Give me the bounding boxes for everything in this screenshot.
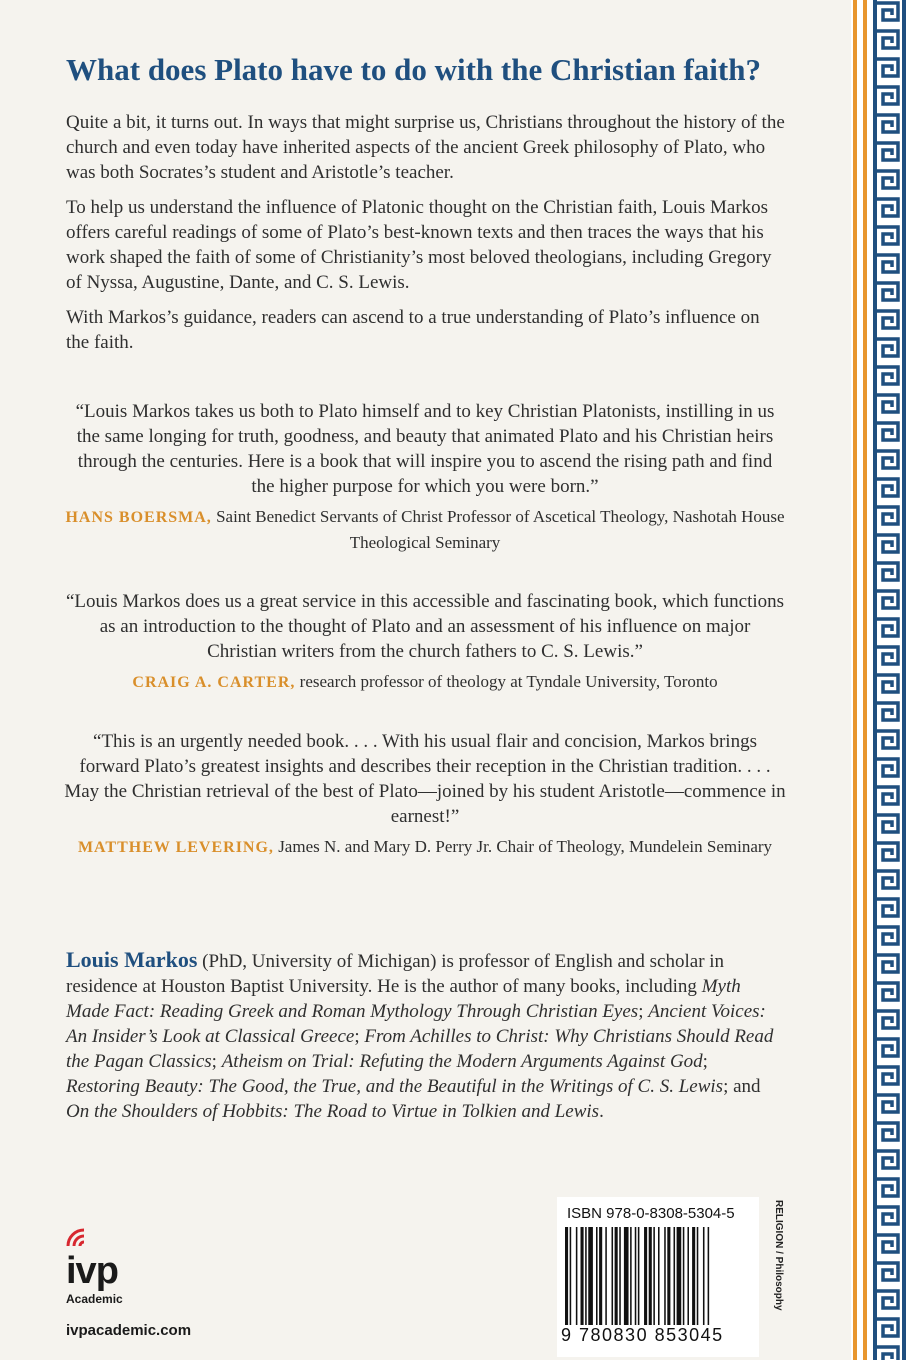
endorser-name: MATTHEW LEVERING,: [77, 839, 274, 856]
book-title: On the Shoulders of Hobbits: The Road to Virtue in Tolkien and Lewis: [66, 1101, 600, 1122]
book-title: Restoring Beauty: The Good, the True, and the Beautiful in the Writings of C. S. Lewis: [66, 1076, 724, 1097]
barcode-panel: [557, 1197, 759, 1357]
separator: ; and: [723, 1076, 761, 1097]
endorsement-carter: [64, 589, 786, 695]
endorser-title: research professor of theology at Tyndale University, Toronto: [299, 672, 718, 691]
endorser-name: HANS BOERSMA,: [65, 509, 212, 526]
endorsement-boersma: [64, 399, 786, 555]
author-name: Louis Markos: [66, 947, 198, 972]
endorsement-quote: “Louis Markos does us a great service in this accessible and fascinating book, which functions as an introduction to the thought of Plato and an assessment of his influence on major Christian writers from the church fathers to C. S. Lewis.”: [65, 591, 785, 662]
logo-imprint: Academic: [66, 1292, 123, 1306]
isbn-label: ISBN 978-0-8308-5304-5: [567, 1205, 735, 1222]
book-title: From Achilles to Christ: Why Christians Should Read the Pagan Classics: [66, 1026, 774, 1072]
publisher-logo: [66, 1228, 206, 1339]
book-description: [66, 110, 786, 365]
signal-arcs-icon: [66, 1228, 100, 1248]
barcode-digits: 9 780830 853045: [561, 1325, 724, 1345]
bio-text: (PhD, University of Michigan) is professor of English and scholar in residence at Houston Baptist University. He is the author of many books, including: [66, 951, 725, 997]
barcode-icon: [565, 1227, 751, 1325]
endorser-name: CRAIG A. CARTER,: [132, 674, 296, 691]
endorsement-quote: “Louis Markos takes us both to Plato himself and to key Christian Platonists, instilling in us the same longing for truth, goodness, and beauty that animated Plato and his Christian heirs through the centuries. Here is a book that will inspire you to ascend the rising path and find the higher purpose for which you were born.”: [75, 401, 775, 497]
book-title: Myth Made Fact: Reading Greek and Roman Mythology Through Christian Eyes: [66, 976, 741, 1022]
endorsements: [64, 399, 786, 894]
meander-pattern: [851, 0, 907, 1360]
greek-key-border: [851, 0, 907, 1360]
separator: ;: [211, 1051, 222, 1072]
endorsement-attribution: [64, 834, 786, 860]
separator: .: [599, 1101, 604, 1122]
book-title: Ancient Voices: An Insider’s Look at Classical Greece: [66, 1001, 766, 1047]
endorsement-attribution: [64, 504, 786, 555]
separator: ;: [638, 1001, 649, 1022]
publisher-url: ivpacademic.com: [66, 1322, 192, 1339]
author-bio: [66, 947, 786, 1124]
book-title: Atheism on Trial: Refuting the Modern Arguments Against God: [221, 1051, 703, 1072]
description-paragraph: Quite a bit, it turns out. In ways that might surprise us, Christians throughout the history of the church and even today have inherited aspects of the ancient Greek philosophy of Plato, who was both Socrates’s student and Aristotle’s teacher.: [66, 112, 785, 183]
endorsement-quote: “This is an urgently needed book. . . . With his usual flair and concision, Markos brings forward Plato’s greatest insights and describes their reception in the Christian tradition. . . . May the Christian retrieval of the best of Plato—joined by his student Aristotle—commence in earnest!”: [64, 731, 786, 827]
category-label: RELIGION / Philosophy: [773, 1200, 784, 1311]
endorsement-attribution: [64, 669, 786, 695]
headline: What does Plato have to do with the Christian faith?: [66, 52, 761, 87]
logo-wordmark: ivp: [66, 1250, 118, 1292]
separator: ;: [702, 1051, 708, 1072]
separator: ;: [354, 1026, 365, 1047]
endorsement-levering: [64, 729, 786, 860]
description-paragraph: With Markos’s guidance, readers can ascend to a true understanding of Plato’s influence on the faith.: [66, 307, 760, 353]
description-paragraph: To help us understand the influence of Platonic thought on the Christian faith, Louis Markos offers careful readings of some of Plato’s best-known texts and then traces the ways that his work shaped the faith of some of Christianity’s most beloved theologians, including Gregory of Nyssa, Augustine, Dante, and C. S. Lewis.: [66, 197, 772, 293]
endorser-title: Saint Benedict Servants of Christ Professor of Ascetical Theology, Nashotah House Theological Seminary: [216, 507, 785, 552]
endorser-title: James N. and Mary D. Perry Jr. Chair of Theology, Mundelein Seminary: [278, 837, 773, 856]
